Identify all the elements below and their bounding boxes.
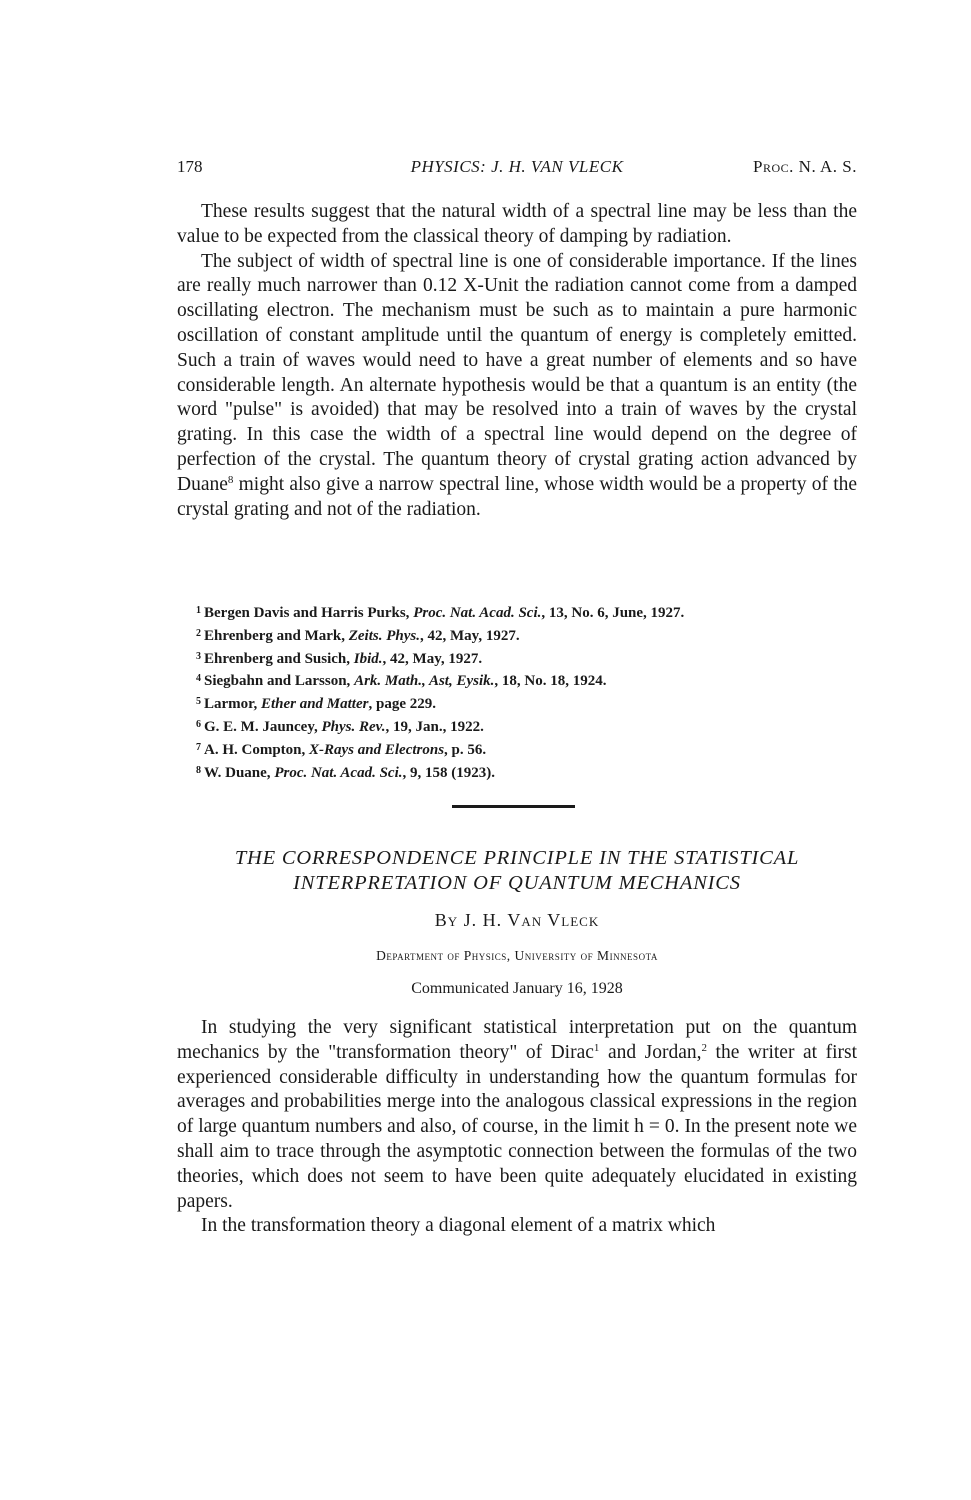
footnote-number: 6: [196, 718, 201, 730]
footnote-author: Siegbahn and Larsson,: [204, 673, 355, 690]
footnote-number: 8: [196, 764, 201, 776]
byline: By J. H. Van Vleck: [434, 910, 600, 930]
footnote-details: , 42, May, 1927.: [382, 650, 483, 667]
footnote-author: A. H. Compton,: [204, 741, 310, 758]
footnote-number: 4: [196, 673, 201, 685]
journal-abbreviation: Proc. N. A. S.: [753, 157, 857, 176]
footnote-details: , 42, May, 1927.: [419, 627, 520, 644]
affiliation: Department of Physics, University of Minnesota: [376, 948, 658, 963]
footnote: [196, 738, 836, 761]
footnotes: [196, 601, 836, 783]
paragraph: In the transformation theory a diagonal element of a matrix which: [201, 1215, 716, 1237]
footnote-details: , 19, Jan., 1922.: [385, 718, 484, 735]
paragraph-text: In studying the very significant statistical interpretation put on the quantum mechanics by the "transformation theory" of Dirac: [177, 1017, 857, 1063]
footnote: [196, 624, 836, 647]
footnote: [196, 669, 836, 692]
footnote-details: , 18, No. 18, 1924.: [494, 673, 607, 690]
footnote-source: Ark. Math., Ast, Eysik.: [354, 673, 495, 690]
footnote-ref: 2: [701, 1041, 707, 1054]
running-title: PHYSICS: J. H. VAN VLECK: [410, 157, 624, 176]
footnote-ref: 8: [227, 473, 234, 486]
paragraph: These results suggest that the natural width of a spectral line may be less than the value to be expected from the classical theory of damping by radiation.: [177, 201, 857, 247]
footnote-source: X-Rays and Electrons: [309, 741, 445, 758]
paragraph: [177, 1016, 857, 1214]
footnote-author: Ehrenberg and Susich,: [204, 650, 354, 667]
section-divider: [452, 805, 575, 808]
footnote-details: , page 229.: [368, 696, 436, 713]
article-title: [177, 846, 857, 896]
footnote-source: Proc. Nat. Acad. Sci.: [413, 605, 542, 621]
footnote-ref: 1: [593, 1041, 600, 1054]
running-head: [177, 157, 857, 181]
footnote-details: , 9, 158 (1923).: [402, 764, 495, 781]
footnote-source: Proc. Nat. Acad. Sci.: [274, 764, 403, 781]
footnote: [196, 761, 836, 784]
footnote-number: 2: [196, 627, 201, 639]
footnote-details: , 13, No. 6, June, 1927.: [541, 605, 685, 621]
previous-article-text: [177, 200, 857, 522]
title-line: INTERPRETATION OF QUANTUM MECHANICS: [293, 872, 741, 894]
footnote: [196, 715, 836, 738]
footnote-author: Larmor,: [204, 696, 261, 713]
footnote-author: W. Duane,: [204, 764, 275, 781]
footnote-source: Phys. Rev.: [321, 718, 386, 735]
footnote: [196, 601, 836, 624]
footnote-number: 3: [196, 650, 201, 662]
article-body: [177, 1016, 857, 1239]
paragraph: [177, 250, 857, 523]
footnote-source: Ibid.: [353, 650, 383, 667]
footnote: [196, 647, 836, 670]
footnote-author: Bergen Davis and Harris Purks,: [204, 605, 414, 621]
footnote-source: Zeits. Phys.: [348, 627, 420, 644]
footnote: [196, 692, 836, 715]
title-line: THE CORRESPONDENCE PRINCIPLE IN THE STATISTICAL: [234, 847, 800, 869]
footnote-source: Ether and Matter: [260, 696, 369, 713]
communicated-date: Communicated January 16, 1928: [411, 980, 623, 997]
paragraph-text: and Jordan,: [599, 1041, 702, 1063]
footnote-author: G. E. M. Jauncey,: [204, 718, 322, 735]
footnote-number: 1: [196, 605, 201, 616]
footnote-number: 5: [196, 696, 201, 708]
footnote-author: Ehrenberg and Mark,: [204, 627, 349, 644]
paragraph-text: The subject of width of spectral line is one of considerable importance. If the lines are really much narrower than 0.12 X-Unit the radiation cannot come from a damped oscillating electron. The mechanism must be such as to maintain a pure harmonic oscillation of constant amplitude until the quantum of energy is completely emitted. Such a train of waves would need to have a great number of elements and so have considerable length. An alternate hypothesis would be that a quantum is an entity (the word "pulse" is avoided) that may be resolved into a train of waves by the crystal grating. In this case the width of a spectral line would depend on the degree of perfection of the crystal. The quantum theory of crystal grating action advanced by Duane: [177, 250, 857, 495]
paragraph-text: the writer at first experienced considerable difficulty in understanding how the quantum formulas for averages and probabilities merge into the analogous classical expressions in the region of large quantum numbers and also, of course, in the limit h = 0. In the present note we shall aim to trace through the asymptotic connection between the formulas of the two theories, which does not seem to have been quite adequately elucidated in existing papers.: [177, 1041, 857, 1212]
page-number: 178: [177, 157, 203, 176]
footnote-details: , p. 56.: [444, 741, 487, 758]
paragraph-text: might also give a narrow spectral line, whose width would be a property of the crystal grating and not of the radiation.: [177, 473, 858, 520]
footnote-number: 7: [196, 741, 201, 753]
